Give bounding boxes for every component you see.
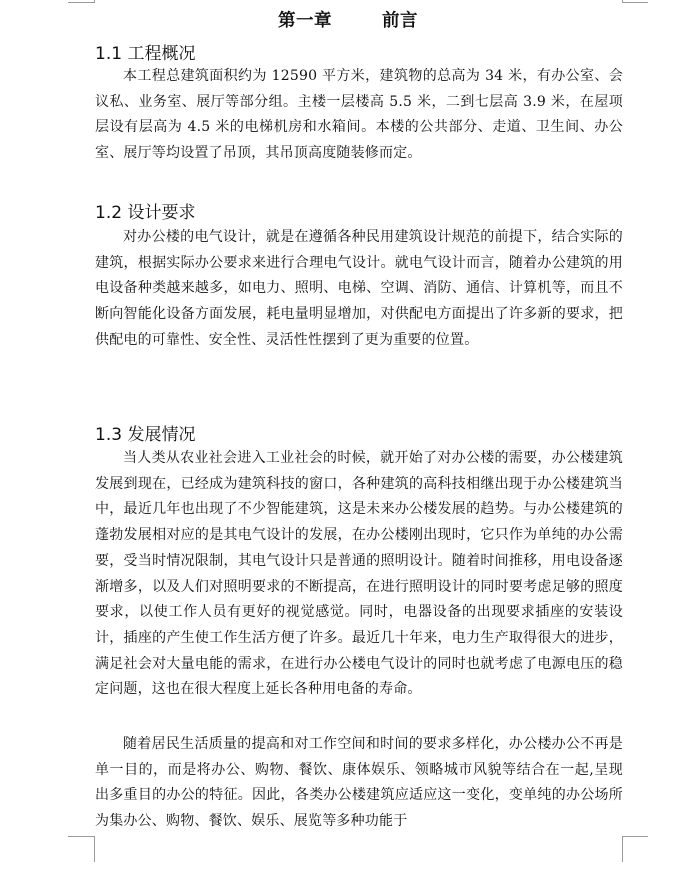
paragraph-development-1: 当人类从农业社会进入工业社会的时候，就开始了对办公楼的需要，办公楼建筑发展到现在，已经成为建筑科技的窗口，各种建筑的高科技相继出现于办公楼建筑当中，最近几年也出现了不少智能建筑，这是未来办公楼发展的趋势。与办公楼建筑的蓬勃发展相对应的是其电气设计的发展，在办公楼刚出现时，它只作为单纯的办公需要，受当时情况限制，其电气设计只是普通的照明设计。随着时间推移，用电设备逐渐增多，以及人们对照明要求的不断提高，在进行照明设计的同时要考虑足够的照度要求，以使工作人员有更好的视觉感觉。同时，电器设备的出现要求插座的安装设计，插座的产生使工作生活方便了许多。最近几十年来，电力生产取得很大的进步，满足社会对大量电能的需求，在进行办公楼电气设计的同时也就考虑了电源电压的稳定问题，这也在很大程度上延长各种用电备的寿命。	[95, 450, 623, 698]
chapter-name: 前言	[382, 11, 418, 31]
paragraph-requirements: 对办公楼的电气设计，就是在遵循各种民用建筑设计规范的前提下，结合实际的建筑，根据实际办公要求来进行合理电气设计。就电气设计而言，随着办公建筑的用电设备种类越来越多，如电力、照明、电梯、空调、消防、通信、计算机等，而且不断向智能化设备方面发展，耗电量明显增加，对供配电方面提出了许多新的要求，把供配电的可靠性、安全性、灵活性性摆到了更为重要的位置。	[95, 229, 623, 348]
section-heading-requirements: 1.2 设计要求	[95, 203, 196, 223]
section-heading-overview: 1.1 工程概况	[95, 44, 196, 64]
chapter-number: 第一章	[278, 11, 332, 31]
crop-mark-top-left-v	[94, 0, 95, 3]
crop-mark-bottom-right-h	[622, 836, 648, 837]
chapter-title	[0, 7, 696, 32]
section-heading-development: 1.3 发展情况	[95, 425, 196, 445]
crop-mark-bottom-left-h	[68, 836, 94, 837]
crop-mark-bottom-right-v	[622, 836, 623, 862]
crop-mark-top-right-v	[622, 0, 623, 3]
crop-mark-top-left-h	[68, 2, 94, 3]
paragraph-development-2: 随着居民生活质量的提高和对工作空间和时间的要求多样化，办公楼办公不再是单一目的，而是将办公、购物、餐饮、康体娱乐、领略城市风貌等结合在一起,呈现出多重目的办公的特征。因此，各类办公楼建筑应适应这一变化，变单纯的办公场所为集办公、购物、餐饮、娱乐、展览等多种功能于	[95, 736, 623, 830]
crop-mark-bottom-left-v	[94, 836, 95, 862]
crop-mark-top-right-h	[622, 2, 648, 3]
paragraph-overview: 本工程总建筑面积约为 12590 平方米，建筑物的总高为 34 米，有办公室、会议私、业务室、展厅等部分组。主楼一层楼高 5.5 米，二到七层高 3.9 米，在屋项层设有层高为 4.5 米的电梯机房和水箱间。本楼的公共部分、走道、卫生间、办公室、展厅等均设置了吊顶，其吊顶高度随装修而定。	[95, 68, 623, 162]
